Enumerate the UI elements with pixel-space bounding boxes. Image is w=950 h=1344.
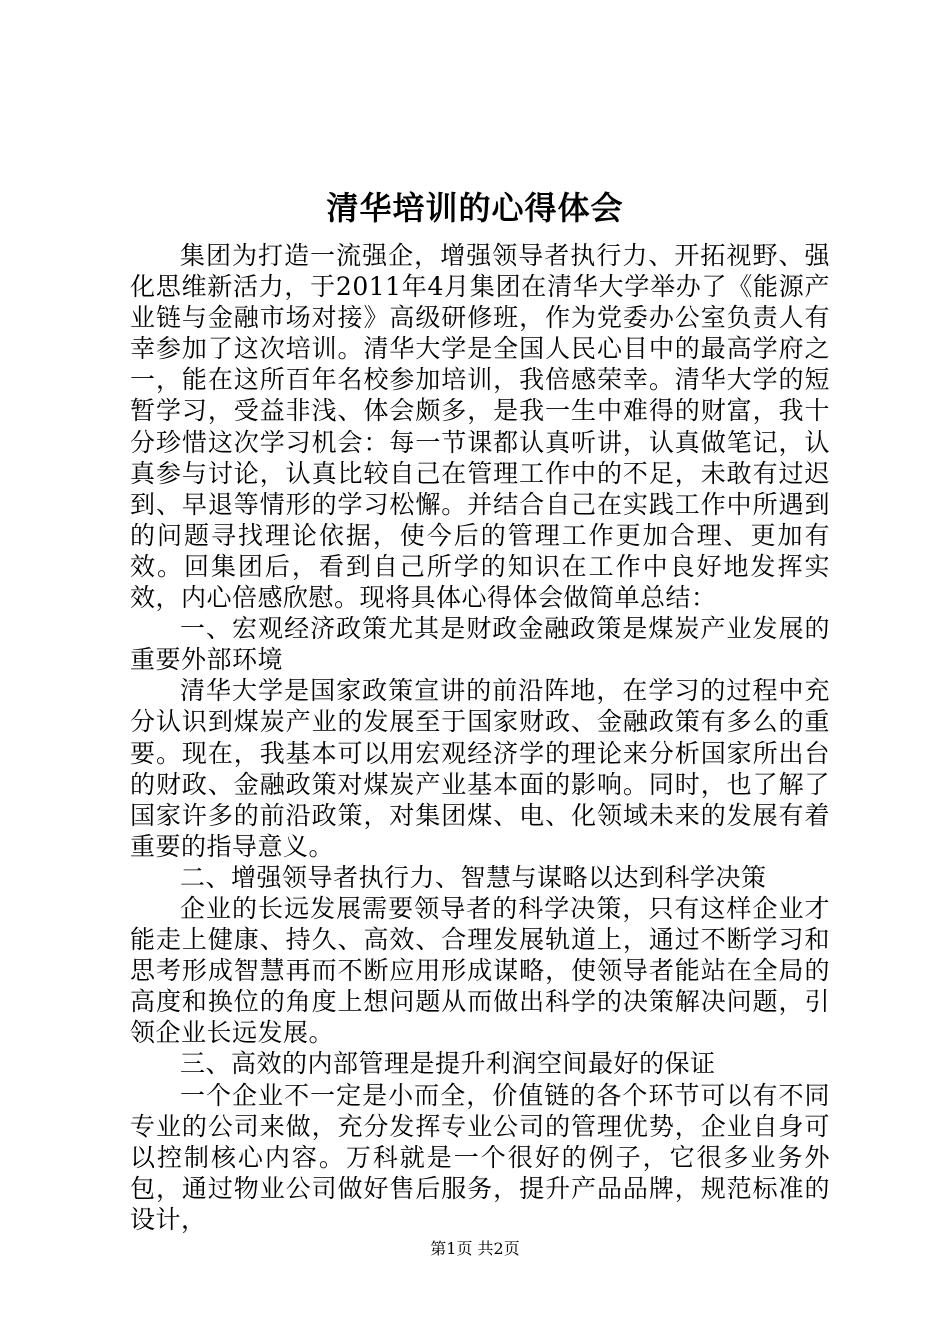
paragraph-section-1: 清华大学是国家政策宣讲的前沿阵地，在学习的过程中充分认识到煤炭产业的发展至于国家财政、金融政策有多么的重要。现在，我基本可以用宏观经济学的理论来分析国家所出台的财政、金融政策对煤炭产业基本面的影响。同时，也了解了国家许多的前沿政策，对集团煤、电、化领域未来的发展有着重要的指导意义。 — [130, 676, 830, 861]
page-number-footer: 第1页 共2页 — [430, 1239, 520, 1258]
paragraph-intro: 集团为打造一流强企，增强领导者执行力、开拓视野、强化思维新活力，于2011年4月集团在清华大学举办了《能源产业链与金融市场对接》高级研修班，作为党委办公室负责人有幸参加了这次培训。清华大学是全国人民心目中的最高学府之一，能在这所百年名校参加培训，我倍感荣幸。清华大学的短暂学习，受益非浅、体会颇多，是我一生中难得的财富，我十分珍惜这次学习机会：每一节课都认真听讲，认真做笔记，认真参与讨论，认真比较自己在管理工作中的不足，未敢有过迟到、早退等情形的学习松懈。并结合自己在实践工作中所遇到的问题寻找理论依据，使今后的管理工作更加合理、更加有效。回集团后，看到自己所学的知识在工作中良好地发挥实效，内心倍感欣慰。现将具体心得体会做简单总结： — [130, 241, 830, 613]
paragraph-section-2: 企业的长远发展需要领导者的科学决策，只有这样企业才能走上健康、持久、高效、合理发展轨道上，通过不断学习和思考形成智慧再而不断应用形成谋略，使领导者能站在全局的高度和换位的角度上想问题从而做出科学的决策解决问题，引领企业长远发展。 — [130, 893, 830, 1048]
section-heading-3: 三、高效的内部管理是提升利润空间最好的保证 — [180, 1049, 716, 1079]
section-heading-2: 二、增强领导者执行力、智慧与谋略以达到科学决策 — [180, 862, 767, 892]
page-title: 清华培训的心得体会 — [326, 189, 624, 227]
document-body — [130, 240, 830, 1235]
paragraph-section-3: 一个企业不一定是小而全，价值链的各个环节可以有不同专业的公司来做，充分发挥专业公司的管理优势，企业自身可以控制核心内容。万科就是一个很好的例子，它很多业务外包，通过物业公司做好售后服务，提升产品品牌，规范标准的设计， — [130, 1080, 830, 1234]
section-heading-1: 一、宏观经济政策尤其是财政金融政策是煤炭产业发展的重要外部环境 — [130, 614, 830, 675]
